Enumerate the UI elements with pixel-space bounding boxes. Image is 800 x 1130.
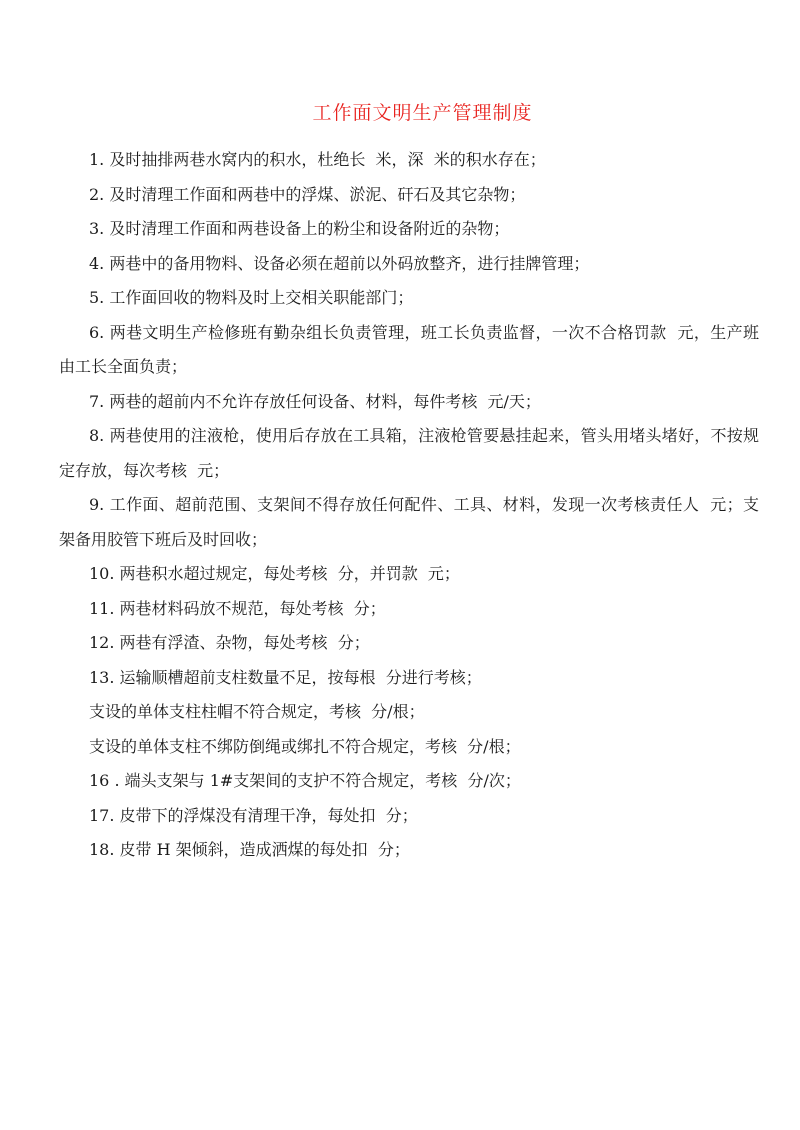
rule-item-12: 12. 两巷有浮渣、杂物，每处考核 分； [89, 633, 370, 652]
rule-item-8: 8. 两巷使用的注液枪，使用后存放在工具箱，注液枪管要悬挂起来，管头用堵头堵好，不按规定存放，每次考核 元； [59, 426, 759, 480]
rule-item-17: 17. 皮带下的浮煤没有清理干净，每处扣 分； [89, 805, 418, 825]
rule-item-9: 9. 工作面、超前范围、支架间不得存放任何配件、工具、材料，发现一次考核责任人 元；支架备用胶管下班后及时回收； [59, 495, 759, 549]
rule-item-2: 2. 及时清理工作面和两巷中的浮煤、淤泥、矸石及其它杂物； [89, 184, 526, 204]
rule-item-7: 7. 两巷的超前内不允许存放任何设备、材料，每件考核 元/天； [89, 391, 541, 411]
rule-item-5: 5. 工作面回收的物料及时上交相关职能部门； [89, 288, 414, 307]
rule-item-14: 支设的单体支柱柱帽不符合规定，考核 分/根； [89, 702, 425, 721]
rule-item-13: 13. 运输顺槽超前支柱数量不足，按每根 分进行考核； [89, 667, 482, 687]
document-body [59, 143, 759, 868]
rule-item-15: 支设的单体支柱不绑防倒绳或绑扎不符合规定，考核 分/根； [89, 736, 521, 756]
rule-item-18: 18. 皮带 H 架倾斜，造成洒煤的每处扣 分； [89, 840, 410, 859]
rule-item-11: 11. 两巷材料码放不规范，每处考核 分； [89, 598, 386, 618]
document-title: 工作面文明生产管理制度 [312, 102, 533, 124]
rule-item-4: 4. 两巷中的备用物料、设备必须在超前以外码放整齐，进行挂牌管理； [89, 253, 590, 273]
rule-item-1: 1. 及时抽排两巷水窝内的积水，杜绝长 米，深 米的积水存在； [89, 150, 546, 169]
rule-item-10: 10. 两巷积水超过规定，每处考核 分，并罚款 元； [89, 564, 460, 583]
rule-item-6: 6. 两巷文明生产检修班有勤杂组长负责管理，班工长负责监督，一次不合格罚款 元，生产班由工长全面负责； [59, 322, 759, 376]
rule-item-3: 3. 及时清理工作面和两巷设备上的粉尘和设备附近的杂物； [89, 219, 510, 238]
rule-item-16: 16 . 端头支架与 1#支架间的支护不符合规定，考核 分/次； [89, 771, 521, 790]
